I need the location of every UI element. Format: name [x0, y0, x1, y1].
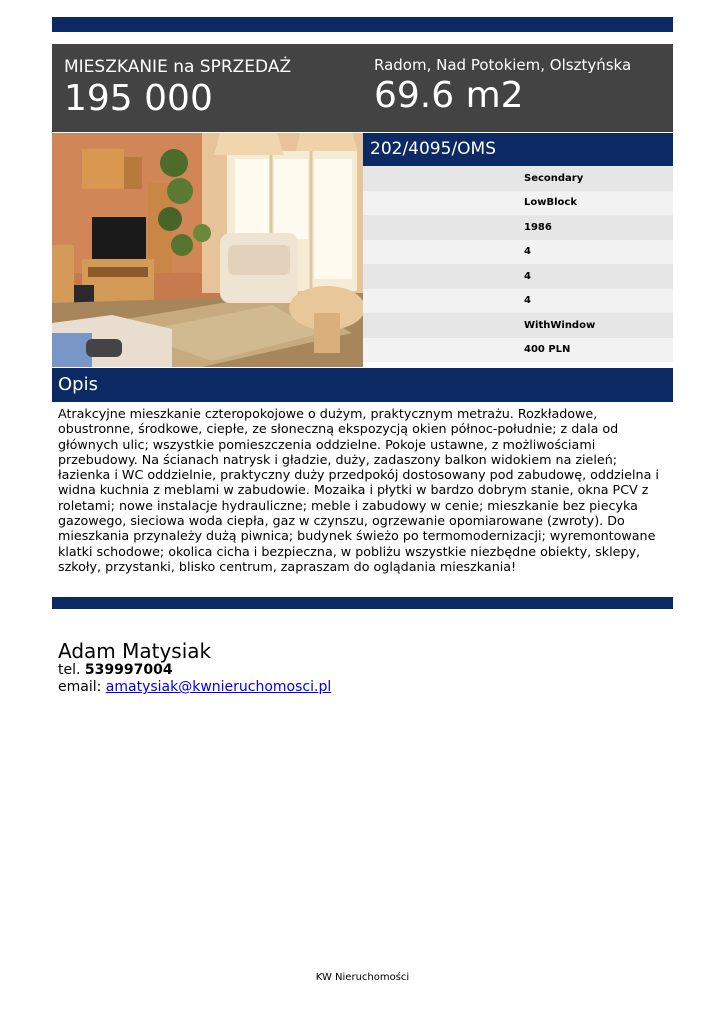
price: 195 000 [64, 78, 213, 119]
agent-name: Adam Matysiak [58, 639, 212, 663]
attribute-row: LowBlock [363, 191, 673, 216]
email-link[interactable]: amatysiak@kwnieruchomosci.pl [105, 679, 332, 695]
price-block [64, 56, 364, 119]
attribute-row: 4 [363, 289, 673, 314]
attribute-row: Secondary [363, 166, 673, 191]
listing-type: MIESZKANIE na SPRZEDAŻ [64, 57, 292, 77]
phone-label: tel. [58, 662, 81, 678]
agent-email-line [58, 679, 558, 696]
attribute-row: 4 [363, 264, 673, 289]
property-photo [52, 133, 363, 367]
area: 69.6 m2 [374, 75, 524, 116]
top-accent-bar [52, 17, 673, 32]
attribute-row: 1986 [363, 215, 673, 240]
reference-number: 202/4095/OMS [363, 133, 673, 166]
phone-number: 539997004 [84, 662, 173, 678]
location-block [374, 56, 669, 116]
attributes-table [363, 166, 673, 362]
attribute-row: 400 PLN [363, 338, 673, 363]
location: Radom, Nad Potokiem, Olsztyńska [374, 56, 632, 74]
footer-brand: KW Nieruchomości [315, 972, 410, 983]
description-heading: Opis [52, 368, 673, 402]
listing-header [52, 44, 673, 132]
bottom-accent-bar [52, 597, 673, 609]
attribute-row: WithWindow [363, 313, 673, 338]
attribute-row: 4 [363, 240, 673, 265]
agent-contact [58, 640, 558, 696]
email-label: email: [58, 679, 102, 695]
agent-phone-line [58, 662, 558, 679]
description-text: Atrakcyjne mieszkanie czteropokojowe o dużym, praktycznym metrażu. Rozkładowe, obustronne, środkowe, ciepłe, ze słoneczną ekspozycją okien północ-południe; z dala od głównych ulic; wszystkie pomieszczenia oddzielne. Pokoje ustawne, z możliwościami przebudowy. Na ścianach natrysk i gładzie, duży, zadaszony balkon widokiem na zieleń; łazienka i WC oddzielnie, praktyczny duży przedpokój dostosowany pod zabudowę, oddzielna i widna kuchnia z meblami w zabudowie. Mozaika i płytki w bardzo dobrym stanie, okna PCV z roletami; nowe instalacje hydrauliczne; meble i zabudowy w cenie; mieszkanie bez piecyka gazowego, sieciowa woda ciepła, gaz w czynszu, ogrzewanie opomiarowane (zwroty). Do mieszkania przynależy dużą piwnica; budynek świeżo po termomodernizacji; wyremontowane klatki schodowe; okolica cicha i bezpieczna, w pobliżu wszystkie niezbędne obiekty, sklepy, szkoły, przystanki, blisko centrum, zapraszam do oglądania mieszkania! [58, 406, 659, 574]
